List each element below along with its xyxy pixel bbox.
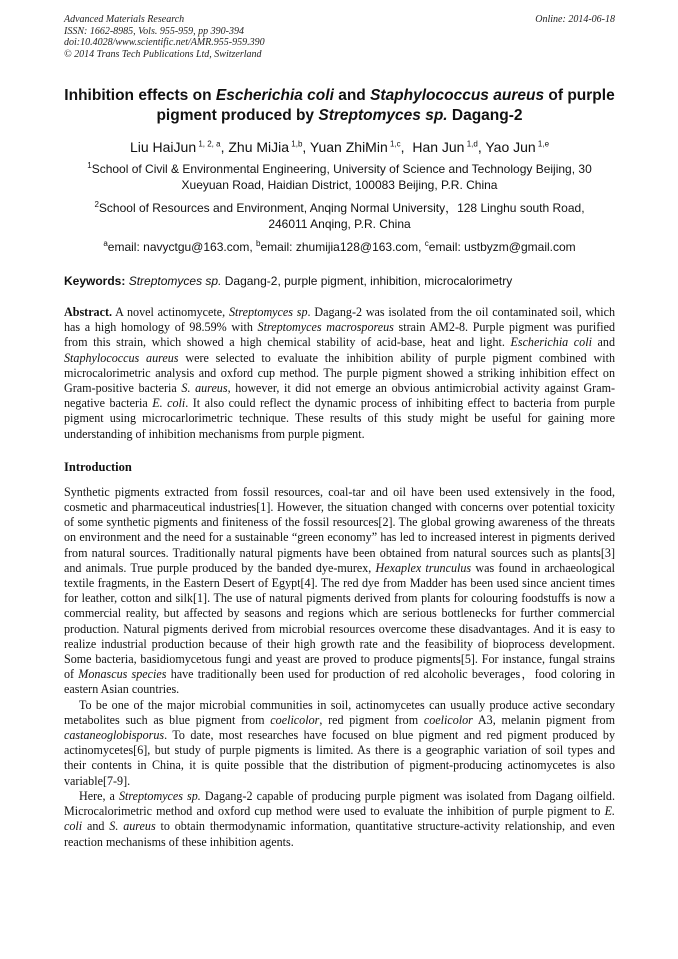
author-sup: 1,c bbox=[387, 139, 401, 149]
text: Staphylococcus aureus bbox=[64, 350, 179, 365]
affil-text: Xueyuan Road, Haidian District, 100083 Beijing, P.R. China bbox=[181, 177, 498, 192]
author-sup: 1,e bbox=[535, 139, 550, 149]
author-sup: 1,d bbox=[464, 139, 478, 149]
text: A3, melanin pigment from bbox=[472, 712, 615, 727]
author-sup: 1, 2, a bbox=[196, 139, 221, 149]
title-part: of purple pigment produced by bbox=[156, 87, 615, 124]
email-text[interactable]: email: navyctgu@163.com, bbox=[107, 240, 257, 254]
text: coelicolor bbox=[423, 712, 473, 727]
text: . It also could reflect the dynamic process of inhibiting effect to bacteria from purple pigment using microcarlorimetric technique. These results of this study might be useful for gaining more understanding of inhibition mechanisms from purple pigment. bbox=[64, 396, 615, 441]
text: were selected to evaluate the inhibition ability of purple pigment combined with microcalorimetric analysis and oxford cup method. The purple pigment showed a striking inhibition effect on Gram-positive bacteria bbox=[64, 350, 616, 396]
author-name: Yao Jun bbox=[485, 139, 536, 155]
email-text[interactable]: email: ustbyzm@gmail.com bbox=[428, 240, 576, 254]
doi-line: doi:10.4028/www.scientific.net/AMR.955-959.390 bbox=[64, 37, 265, 48]
text: . To date, most researches have focused on blue pigment and red pigment produced by actinomycetes[6], but study of purple pigments is limited. As there is a geographic variation of soil types and their contents in China, it is quite possible that the distribution of pigment-producing actinomycetes is also variable[7-9]. bbox=[64, 728, 615, 788]
author-name: Yuan ZhiMin bbox=[309, 139, 388, 155]
author-name: Han Jun bbox=[412, 139, 465, 155]
text: , however, it did not emerge an obvious antimicrobial activity against Gram-negative bacteria bbox=[64, 381, 616, 411]
text: . Dagang-2 was isolated from the oil contaminated soil, which has a high homology of 98.59% with bbox=[64, 305, 616, 335]
online-date: Online: 2014-06-18 bbox=[535, 14, 615, 25]
text: , red pigment from bbox=[319, 712, 424, 727]
affiliation-2 bbox=[64, 201, 615, 232]
text: and bbox=[591, 335, 615, 350]
journal-name: Advanced Materials Research bbox=[64, 14, 185, 25]
text: Streptomyces sp. bbox=[118, 788, 201, 803]
keywords-label: Keywords: bbox=[64, 274, 126, 288]
email-sup: c bbox=[424, 239, 429, 248]
title-part: Escherichia coli bbox=[215, 87, 334, 104]
intro-paragraph-1 bbox=[64, 485, 615, 698]
author-sup: 1,b bbox=[289, 139, 303, 149]
text: Streptomyces sp bbox=[228, 305, 308, 319]
text: Streptomyces macrosporeus bbox=[257, 320, 394, 335]
title-part: Dagang-2 bbox=[447, 107, 523, 124]
paper-page bbox=[64, 14, 615, 850]
issn-line: ISSN: 1662-8985, Vols. 955-959, pp 390-394 bbox=[64, 25, 244, 37]
email-sup: a bbox=[103, 239, 108, 248]
intro-paragraph-2 bbox=[64, 698, 615, 789]
author-name: Liu HaiJun bbox=[129, 139, 197, 155]
text: to obtain thermodynamic information, quantitative structure-activity relationship, and even reaction mechanisms of these inhibition agents. bbox=[64, 819, 615, 849]
affil-sup: 1 bbox=[87, 161, 92, 170]
title-part: Streptomyces sp. bbox=[318, 107, 448, 124]
email-text[interactable]: email: zhumijia128@163.com, bbox=[260, 240, 425, 254]
text: E. coli bbox=[64, 804, 615, 834]
text: E. coli bbox=[152, 396, 186, 411]
text: To be one of the major microbial communities in soil, actinomycetes can usually produce active secondary metabolites such as blue pigment from bbox=[64, 697, 615, 727]
affil-text: School of Civil & Environmental Engineering, University of Science and Technology Beijing, 30 bbox=[91, 162, 592, 176]
text: Hexaplex trunculus bbox=[375, 560, 472, 575]
text: Here, a bbox=[79, 788, 119, 803]
intro-paragraph-3 bbox=[64, 789, 615, 850]
copyright-line: © 2014 Trans Tech Publications Ltd, Switzerland bbox=[64, 48, 262, 60]
author-name: Zhu MiJia bbox=[228, 139, 290, 155]
text: S. aureus bbox=[181, 381, 228, 396]
author-list: Liu HaiJun $^{1, 2, a}$, Zhu MiJia $^{1,b}$, Yuan ZhiMin $^{1,c}$, Han Jun $^{1,d}$, Yao Jun $^{1,e}$ bbox=[129, 139, 550, 155]
text: S. aureus bbox=[109, 819, 156, 834]
keyword-text: Dagang-2, purple pigment, inhibition, microcalorimetry bbox=[221, 274, 513, 288]
email-list bbox=[64, 240, 615, 255]
text: have traditionally been used for production of red alcoholic beverages，food coloring in eastern Asian countries. bbox=[64, 667, 615, 697]
affiliation-1 bbox=[64, 162, 615, 193]
text: Dagang-2 capable of producing purple pigment was isolated from Dagang oilfield. Microcalorimetric method and oxford cup method were used to evaluate the inhibition of purple pigment to bbox=[64, 788, 615, 819]
text: Monascus species bbox=[78, 667, 167, 682]
text: A novel actinomycete, bbox=[112, 305, 229, 319]
affil-text: 246011 Anqing, P.R. China bbox=[268, 216, 411, 231]
email-sup: b bbox=[256, 239, 261, 248]
keywords bbox=[64, 274, 615, 289]
text: and bbox=[82, 819, 110, 834]
text: strain AM2-8. Purple pigment was purified from this strain, which showed a high chemical stability of acid-base, heat and light. bbox=[64, 320, 615, 350]
title-part: and bbox=[333, 87, 371, 104]
keyword-italic: Streptomyces sp. bbox=[128, 274, 222, 288]
text: Synthetic pigments extracted from fossil resources, coal-tar and oil have been used extensively in the food, cosmetic and pharmaceutical industries[1]. However, the situation changed with concerns over potential toxicity of some synthetic pigments and finiteness of the fossil resources[2]. The global growing awareness of the threats on environment and the need for a sustainable “green economy” has led to increased interest in pigments derived from natural sources. Traditionally natural pigments have been obtained from natural sources such as plants[3] and animals. True purple produced by the banded dye-murex, bbox=[64, 484, 615, 575]
text: coelicolor bbox=[270, 712, 320, 727]
abstract-label: Abstract. bbox=[64, 305, 113, 319]
text: castaneoglobisporus bbox=[64, 728, 165, 743]
text: Escherichia coli bbox=[510, 335, 592, 350]
affil-text: School of Resources and Environment, Anqing Normal University，128 Linghu south Road, bbox=[98, 201, 585, 215]
paper-title bbox=[64, 86, 615, 126]
journal-header bbox=[64, 14, 615, 60]
section-heading: Introduction bbox=[64, 459, 132, 474]
affil-sup: 2 bbox=[94, 200, 99, 209]
abstract bbox=[64, 305, 615, 442]
title-part: Staphylococcus aureus bbox=[370, 87, 545, 104]
text: was found in archaeological textile fragments, in the Eastern Desert of Egypt[4]. The red dye from Madder has been used since ancient times for leather, cotton and silk[1]. The use of natural pigments derived from plants for colouring foodstuffs is now a commercial reality, but affected by seasons and regions which are serious bottlenecks for further commercial production. Natural pigments derived from microbial resources overcome these disadvantages. And it is easy to realize industrial production because of their high growth rate and the feasibility of bioprocess development. Some bacteria, basidiomycetous fungi and yeast are proved to produce pigments[5]. For instance, fungal strains of bbox=[64, 560, 616, 682]
title-part: Inhibition effects on bbox=[64, 87, 216, 104]
